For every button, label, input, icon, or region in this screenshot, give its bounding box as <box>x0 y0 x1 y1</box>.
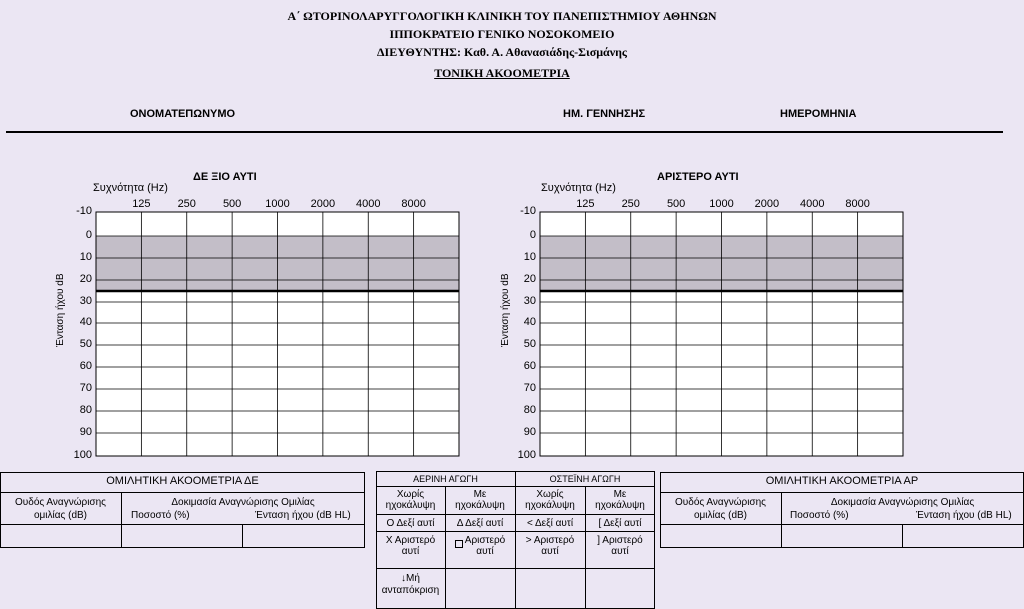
right-x-tick: 250 <box>177 198 196 210</box>
speech-left-test-label: Δοκιμασία Αναγνώρισης Ομιλίας <box>830 497 975 508</box>
legend-air-left-sub: αυτί <box>401 546 420 557</box>
legend-air-masked-left-sub: αυτί <box>476 546 494 557</box>
legend-air-unmasked-sub: ηχοκάλυψη <box>385 500 436 511</box>
right-x-tick: 1000 <box>265 198 290 210</box>
legend-air-masked-sub: ηχοκάλυψη <box>455 500 505 511</box>
speech-right-srt-label: Ουδός Αναγνώρισης <box>15 497 106 508</box>
right-x-tick: 4000 <box>356 198 381 210</box>
left-y-tick: 90 <box>523 426 536 438</box>
left-y-tick: 20 <box>523 273 536 285</box>
legend-air-unmasked-label: Χωρίς <box>396 489 425 500</box>
right-y-tick: 90 <box>79 426 92 438</box>
left-x-tick: 125 <box>576 198 595 210</box>
left-x-tick: 500 <box>666 198 686 210</box>
right-y-tick: 80 <box>79 404 92 416</box>
speech-left-srt-unit: ομιλίας (dB) <box>693 510 748 521</box>
left-ear-title: ΑΡΙΣΤΕΡΟ ΑΥΤΙ <box>657 171 739 183</box>
right-y-tick: 10 <box>79 251 92 263</box>
left-x-tick: 8000 <box>845 198 870 210</box>
page-title: ΤΟΝΙΚΗ ΑΚΟΟΜΕΤΡΙΑ <box>434 66 570 80</box>
speech-left-title: ΟΜΙΛΗΤΙΚΗ ΑΚΟΟΜΕΤΡΙΑ ΑΡ <box>765 475 919 487</box>
left-x-tick: 250 <box>621 198 640 210</box>
right-y-tick: 50 <box>79 338 92 350</box>
speech-right-test-label: Δοκιμασία Αναγνώρισης Ομιλίας <box>171 497 315 508</box>
speech-left-level-input[interactable] <box>903 525 1023 547</box>
left-y-tick: 0 <box>529 229 536 241</box>
right-y-tick: 20 <box>79 273 92 285</box>
left-intensity-label: Ένταση ήχου dB <box>500 273 511 347</box>
legend-bone-masked-left-sub: αυτί <box>611 546 629 557</box>
legend-bone-conduction-header: ΟΣΤΕΪΝΗ ΑΓΩΓΗ <box>549 474 621 484</box>
date-field-label: ΗΜΕΡΟΜΗΝΙΑ <box>780 108 857 120</box>
left-x-tick: 4000 <box>800 198 825 210</box>
right-x-tick: 2000 <box>310 198 336 210</box>
legend-air-right-symbol: Ο Δεξί αυτί <box>386 518 435 529</box>
right-y-tick: 0 <box>85 229 92 241</box>
left-y-tick: 40 <box>523 316 536 328</box>
right-frequency-label: Συχνότητα (Hz) <box>93 182 168 194</box>
legend-bone-unmasked-sub: ηχοκάλυψη <box>525 500 575 511</box>
left-y-tick: 80 <box>523 404 536 416</box>
legend-bone-masked-label: Με <box>613 489 627 500</box>
speech-right-title: ΟΜΙΛΗΤΙΚΗ ΑΚΟΟΜΕΤΡΙΑ ΔΕ <box>106 475 259 487</box>
speech-left-percent-label: Ποσοστό (%) <box>790 510 849 521</box>
right-x-tick: 125 <box>132 198 151 210</box>
speech-right-percent-input[interactable] <box>122 525 242 547</box>
right-y-tick: 60 <box>79 360 92 372</box>
legend-bone-left-sub: αυτί <box>541 546 559 557</box>
legend-air-masked-left-symbol: Αριστερό <box>464 535 506 546</box>
speech-left-srt-input[interactable] <box>661 525 781 547</box>
speech-right-level-input[interactable] <box>243 525 364 547</box>
legend-bone-masked-left-symbol: ] Αριστερό <box>597 535 643 546</box>
clinic-name: Α΄ ΩΤΟΡΙΝΟΛΑΡΥΓΓΟΛΟΓΙΚΗ ΚΛΙΝΙΚΗ ΤΟΥ ΠΑΝΕΠΙΣΤΗΜΙΟΥ ΑΘΗΝΩΝ <box>287 9 717 23</box>
right-y-tick: 30 <box>79 295 92 307</box>
right-x-tick: 8000 <box>401 198 426 210</box>
speech-right-srt-input[interactable] <box>1 525 121 547</box>
legend-no-response-sub: ανταπόκριση <box>381 585 440 596</box>
left-y-tick: 50 <box>523 338 536 350</box>
left-y-tick: 30 <box>523 295 536 307</box>
left-y-tick: -10 <box>520 205 536 217</box>
speech-right-srt-unit: ομιλίας (dB) <box>33 510 88 521</box>
right-y-tick: -10 <box>76 205 92 217</box>
legend-air-masked-label: Με <box>473 489 487 500</box>
left-y-tick: 70 <box>523 382 536 394</box>
speech-right-percent-label: Ποσοστό (%) <box>131 510 190 521</box>
legend-bone-masked-sub: ηχοκάλυψη <box>595 500 645 511</box>
left-frequency-label: Συχνότητα (Hz) <box>541 182 616 194</box>
legend-bone-unmasked-label: Χωρίς <box>536 489 564 500</box>
speech-left-srt-label: Ουδός Αναγνώρισης <box>675 497 766 508</box>
left-x-tick: 2000 <box>754 198 780 210</box>
legend-no-response-label: ↓Μή <box>401 573 420 584</box>
speech-right-level-label: Ένταση ήχου (dB HL) <box>255 510 351 521</box>
right-ear-title: ΔΕ ΞΙΟ ΑΥΤΙ <box>193 171 257 183</box>
name-field-label: ΟΝΟΜΑΤΕΠΩΝΥΜΟ <box>130 108 236 120</box>
right-y-tick: 100 <box>73 449 92 461</box>
birth-date-field-label: ΗΜ. ΓΕΝΝΗΣΗΣ <box>563 108 646 120</box>
left-y-tick: 10 <box>523 251 536 263</box>
legend-air-masked-right-symbol: Δ Δεξί αυτί <box>456 518 504 529</box>
right-y-tick: 70 <box>79 382 92 394</box>
speech-left-percent-input[interactable] <box>782 525 902 547</box>
legend-bone-left-symbol: > Αριστερό <box>525 535 575 546</box>
legend-bone-right-symbol: < Δεξί αυτί <box>526 518 574 529</box>
right-x-tick: 500 <box>222 198 242 210</box>
right-intensity-label: Ένταση ήχου dB <box>55 273 66 347</box>
legend-bone-masked-right-symbol: [ Δεξί αυτί <box>598 518 642 529</box>
left-y-tick: 60 <box>523 360 536 372</box>
director-line: ΔΙΕΥΘΥΝΤΗΣ: Καθ. Α. Αθανασιάδης-Σισμάνης <box>377 45 627 59</box>
right-y-tick: 40 <box>79 316 92 328</box>
left-x-tick: 1000 <box>709 198 734 210</box>
legend-air-left-symbol: Χ Αριστερό <box>385 535 436 546</box>
speech-left-level-label: Ένταση ήχου (dB HL) <box>916 510 1012 521</box>
left-y-tick: 100 <box>517 449 536 461</box>
hospital-name: ΙΠΠΟΚΡΑΤΕΙΟ ΓΕΝΙΚΟ ΝΟΣΟΚΟΜΕΙΟ <box>389 27 615 41</box>
legend-air-conduction-header: ΑΕΡΙΝΗ ΑΓΩΓΗ <box>413 474 478 484</box>
